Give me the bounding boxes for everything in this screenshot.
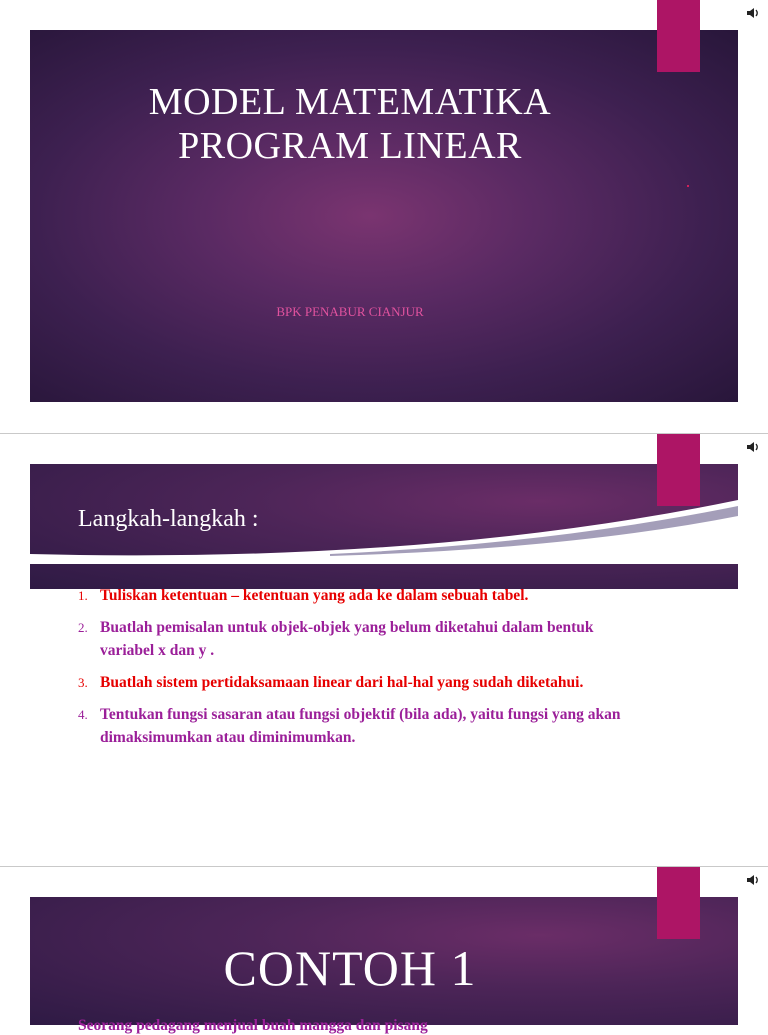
step-text: Buatlah pemisalan untuk objek-objek yang belum diketahui dalam bentuk variabel x dan y . [100, 619, 594, 659]
slide-3 [0, 866, 768, 1034]
partial-text: Seorang pedagang menjual buah mangga dan pisang [78, 1017, 428, 1034]
slide-1 [0, 0, 768, 432]
speaker-icon[interactable] [746, 440, 760, 454]
title-line-1: MODEL MATEMATIKA [148, 81, 552, 123]
accent-bar [657, 434, 700, 506]
list-item [78, 671, 638, 694]
steps-list [78, 584, 638, 758]
decorative-dot [687, 185, 689, 187]
step-text: Tuliskan ketentuan – ketentuan yang ada ke dalam sebuah tabel. [100, 587, 529, 604]
step-number: 3. [78, 675, 88, 690]
list-item [78, 584, 638, 607]
title-line-2: PROGRAM LINEAR [178, 125, 522, 167]
slide-title: Langkah-langkah : [78, 506, 259, 532]
accent-bar [657, 0, 700, 72]
slide-2 [0, 433, 768, 866]
slide-subtitle: BPK PENABUR CIANJUR [276, 304, 424, 319]
slide-title: CONTOH 1 [223, 940, 477, 996]
speaker-icon[interactable] [746, 873, 760, 887]
list-item [78, 616, 638, 662]
speaker-icon[interactable] [746, 6, 760, 20]
list-item [78, 703, 638, 749]
accent-bar [657, 867, 700, 939]
slide-title [30, 80, 670, 168]
step-number: 2. [78, 620, 88, 635]
step-number: 4. [78, 707, 88, 722]
step-number: 1. [78, 588, 88, 603]
step-text: Tentukan fungsi sasaran atau fungsi objektif (bila ada), yaitu fungsi yang akan dimaksimumkan atau diminimumkan. [100, 706, 621, 746]
step-text: Buatlah sistem pertidaksamaan linear dari hal-hal yang sudah diketahui. [100, 674, 584, 691]
